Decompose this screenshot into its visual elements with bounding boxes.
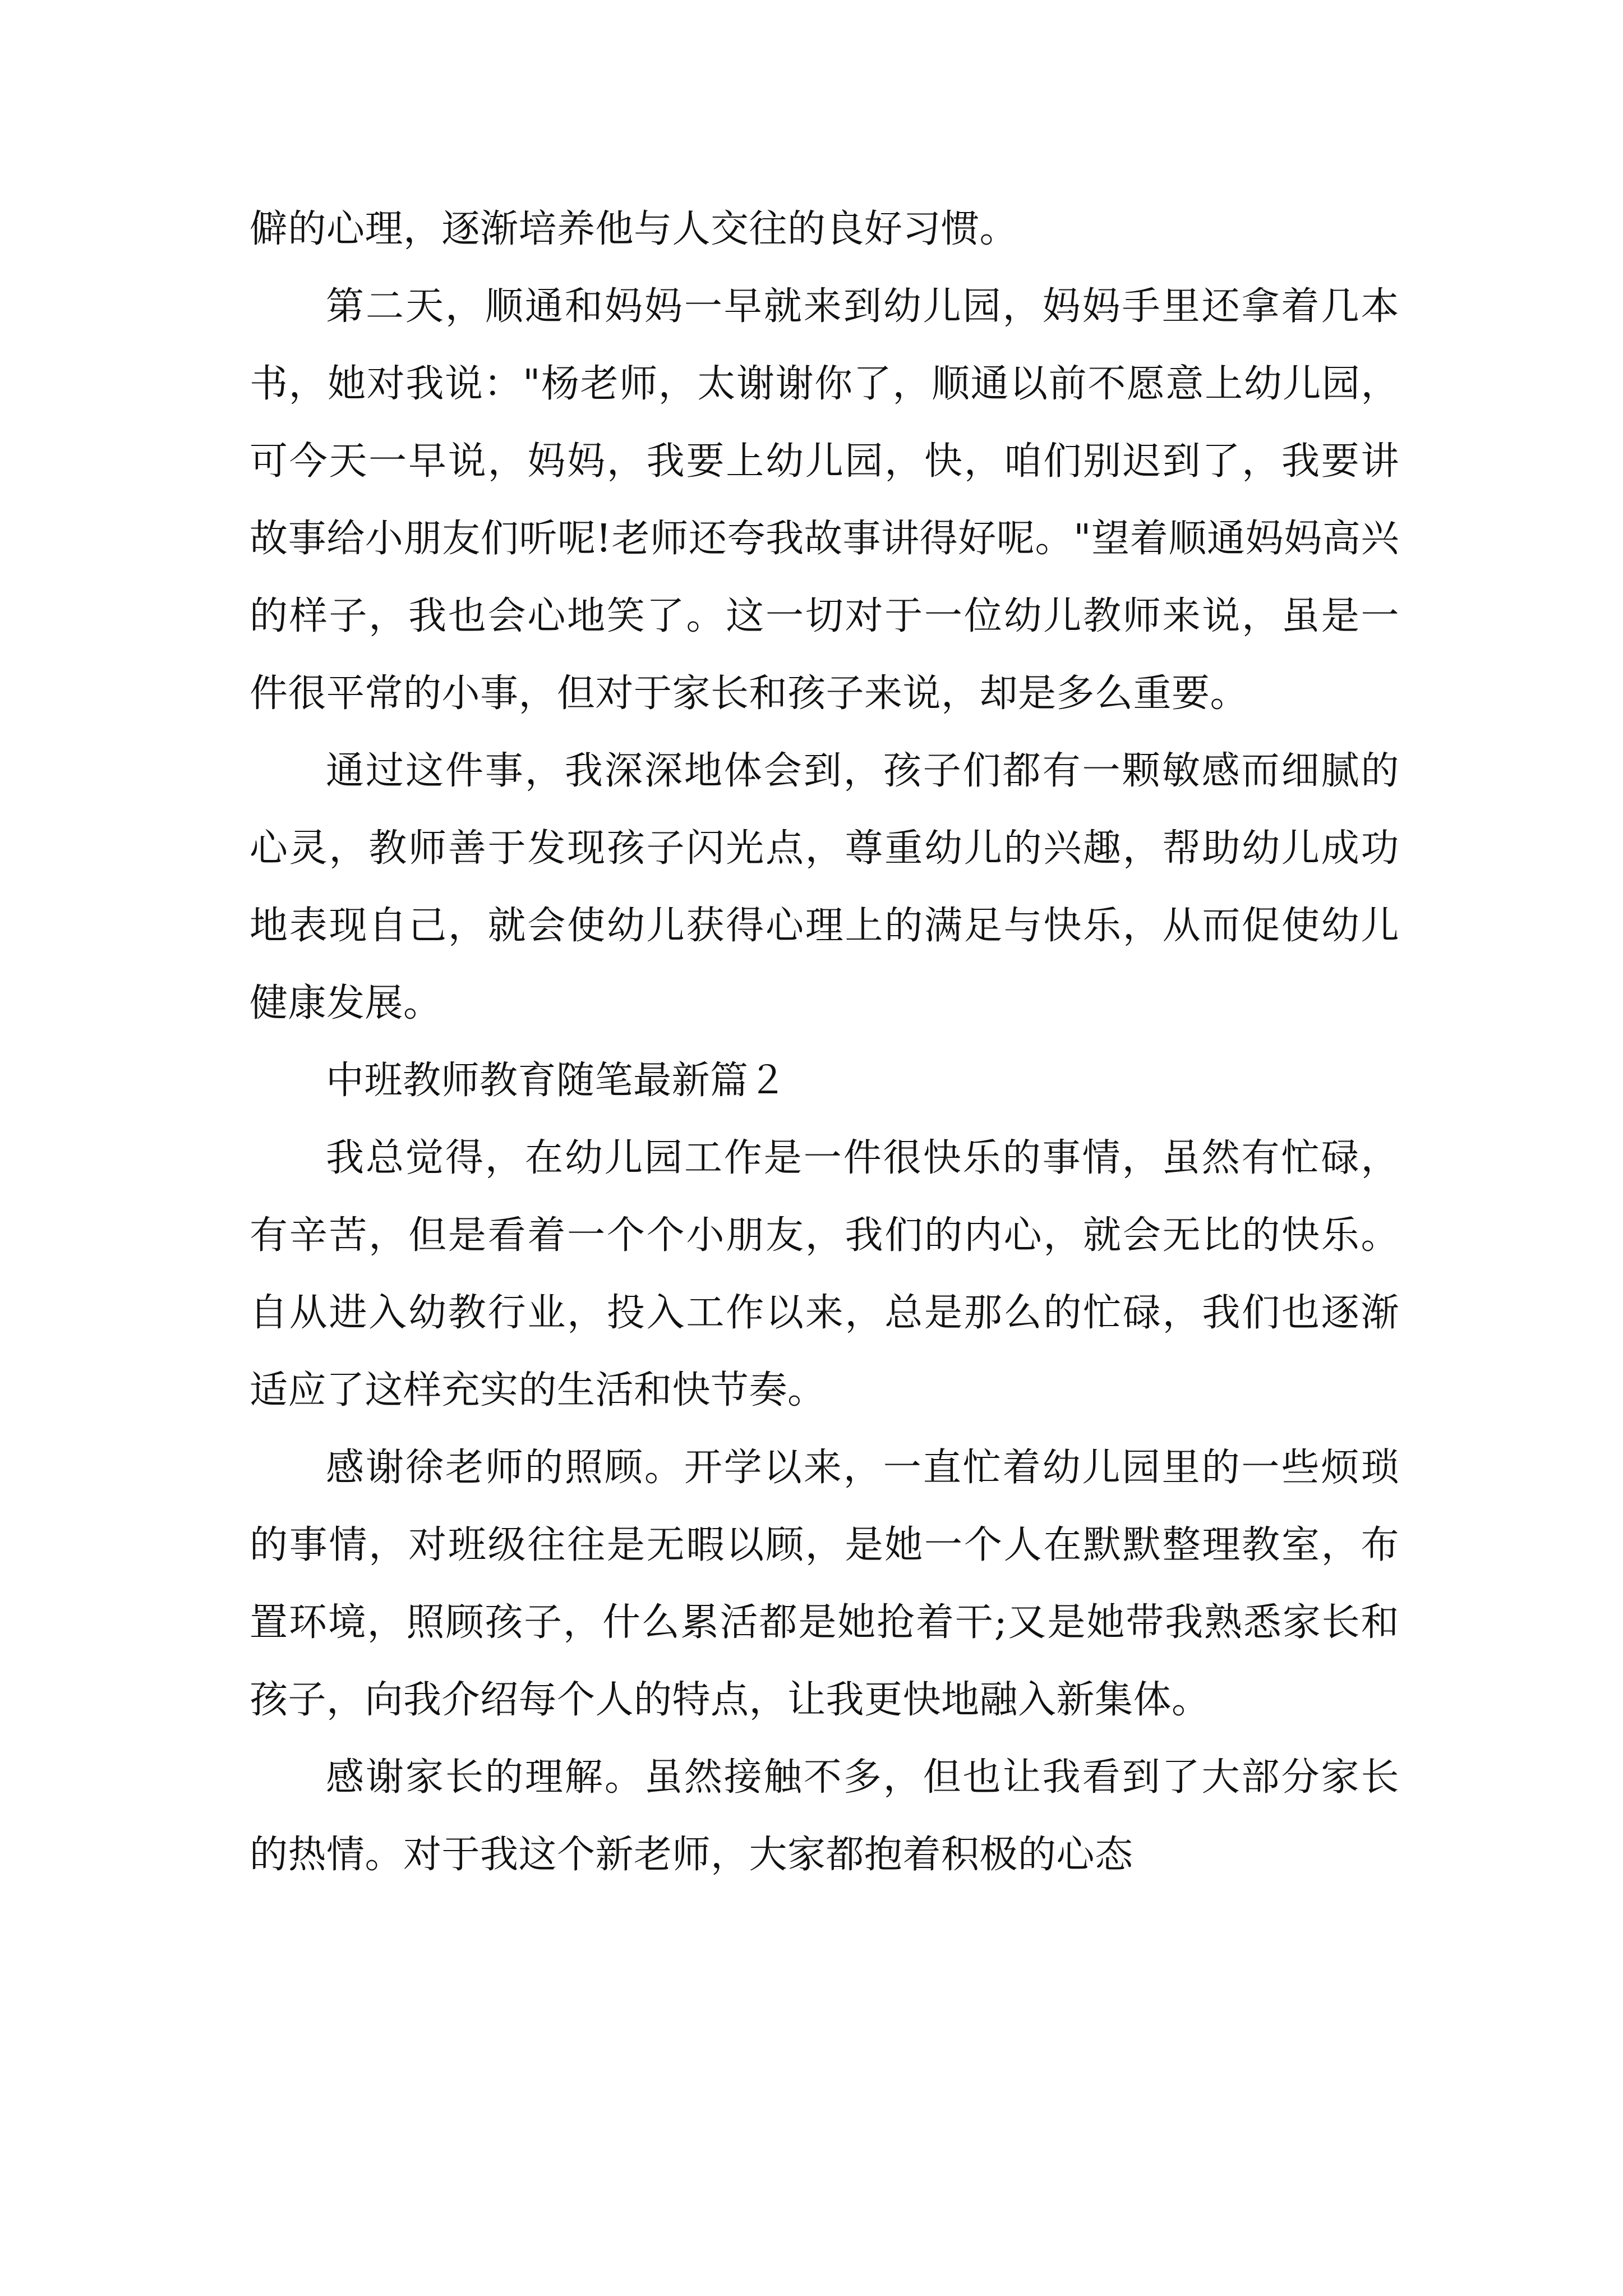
paragraph-6: 感谢家长的理解。虽然接触不多，但也让我看到了大部分家长的热情。对于我这个新老师，大家都抱着积极的心态 — [250, 1755, 1399, 1877]
paragraph-1: 僻的心理，逐渐培养他与人交往的良好习惯。 — [250, 207, 1018, 251]
paragraph-2: 第二天，顺通和妈妈一早就来到幼儿园，妈妈手里还拿着几本书，她对我说："杨老师，太谢谢你了，顺通以前不愿意上幼儿园，可今天一早说，妈妈，我要上幼儿园，快，咱们别迟到了，我要讲故事给小朋友们听呢!老师还夸我故事讲得好呢。"望着顺通妈妈高兴的样子，我也会心地笑了。这一切对于一位幼儿教师来说，虽是一件很平常的小事，但对于家长和孩子来说，却是多么重要。 — [250, 284, 1399, 716]
paragraph-4: 我总觉得，在幼儿园工作是一件很快乐的事情，虽然有忙碌，有辛苦，但是看着一个个小朋友，我们的内心，就会无比的快乐。自从进入幼教行业，投入工作以来，总是那么的忙碌，我们也逐渐适应了这样充实的生活和快节奏。 — [250, 1136, 1399, 1412]
paragraph-3: 通过这件事，我深深地体会到，孩子们都有一颗敏感而细腻的心灵，教师善于发现孩子闪光点，尊重幼儿的兴趣，帮助幼儿成功地表现自己，就会使幼儿获得心理上的满足与快乐，从而促使幼儿健康发展。 — [250, 749, 1399, 1025]
document-body — [250, 191, 1399, 1894]
paragraph-5: 感谢徐老师的照顾。开学以来，一直忙着幼儿园里的一些烦琐的事情，对班级往往是无暇以顾，是她一个人在默默整理教室，布置环境，照顾孩子，什么累活都是她抢着干;又是她带我熟悉家长和孩子，向我介绍每个人的特点，让我更快地融入新集体。 — [250, 1446, 1399, 1722]
section-heading: 中班教师教育随笔最新篇２ — [326, 1059, 787, 1103]
